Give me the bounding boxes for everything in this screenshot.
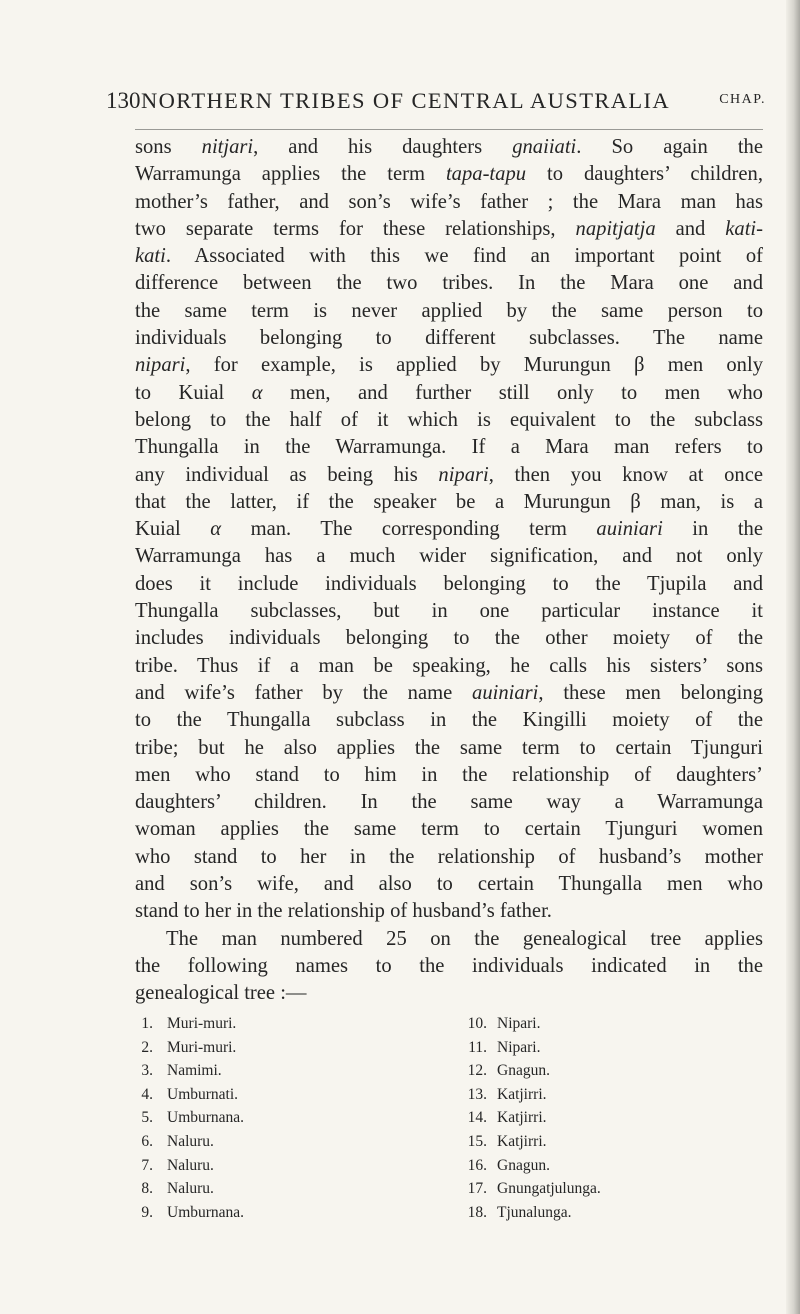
text-line (135, 953, 763, 980)
list-item (135, 1154, 435, 1178)
text-run: who stand to her in the relationship of husband’s mother (135, 845, 763, 868)
text-run: to Kuial (135, 381, 252, 404)
text-line (135, 352, 763, 379)
list-number: 9. (141, 1203, 153, 1221)
list-number: 3. (141, 1062, 153, 1080)
kin-term: Namimi. (167, 1062, 222, 1080)
text-run: , then you know at once (488, 463, 763, 486)
text-run: to daughters’ children, (526, 163, 763, 186)
list-item (135, 1201, 435, 1225)
text-line (135, 653, 763, 680)
text-run: individuals belonging to different subclasses. The name (135, 327, 763, 350)
text-run: Warramunga applies the term (135, 163, 446, 186)
kin-term: Umburnana. (167, 1203, 245, 1221)
italic-term: gnaiiati (512, 136, 577, 158)
text-run: tribe. Thus if a man be speaking, he calls his sisters’ sons (135, 654, 763, 677)
list-item (465, 1154, 765, 1178)
text-run: , these men belonging (538, 681, 763, 704)
kin-term: Umburnati. (167, 1085, 239, 1103)
text-run: and wife’s father by the name (135, 681, 473, 704)
text-line (135, 735, 763, 762)
list-number: 11. (468, 1038, 487, 1056)
list-item (465, 1201, 765, 1225)
text-line (135, 789, 763, 816)
text-line (135, 298, 763, 325)
body-paragraph (135, 134, 763, 1008)
list-number: 8. (141, 1180, 153, 1198)
text-run: to the Thungalla subclass in the Kingilli moiety of the (135, 709, 763, 732)
text-run: man. The corresponding term (221, 518, 597, 541)
list-number: 14. (467, 1109, 487, 1127)
text-line (135, 325, 763, 352)
text-line (135, 380, 763, 407)
text-line (135, 598, 763, 625)
list-item (465, 1130, 765, 1154)
text-run: and son’s wife, and also to certain Thungalla men who (135, 873, 763, 896)
chapter-mark: CHAP. (719, 92, 766, 107)
kin-term: Nipari. (497, 1038, 541, 1056)
list-item (135, 1012, 435, 1036)
list-number: 10. (467, 1015, 487, 1032)
italic-term: kati (135, 245, 166, 268)
kin-term: Muri-muri. (167, 1038, 237, 1056)
list-number: 12. (467, 1062, 487, 1080)
list-item (465, 1177, 765, 1201)
text-run: . Associated with this we find an important point of (165, 245, 763, 268)
list-number: 13. (467, 1085, 487, 1103)
text-line (135, 762, 763, 789)
kin-term: Nipari. (497, 1015, 541, 1032)
italic-term: nitjari (201, 136, 254, 158)
italic-term: auiniari (472, 681, 539, 704)
text-line (135, 189, 763, 216)
list-item (135, 1106, 435, 1130)
list-number: 5. (141, 1109, 153, 1127)
text-run: difference between the two tribes. In the Mara one and (135, 272, 763, 295)
text-run: The man numbered 25 on the genealogical tree applies (166, 927, 763, 950)
text-line (135, 543, 763, 570)
text-line (135, 816, 763, 843)
running-title: NORTHERN TRIBES OF CENTRAL AUSTRALIA (141, 88, 671, 113)
text-run: . So again the (576, 136, 763, 158)
text-run: woman applies the same term to certain Tjunguri women (135, 818, 763, 841)
list-number: 7. (141, 1156, 153, 1174)
kin-term: Naluru. (167, 1132, 214, 1150)
text-line (135, 216, 763, 243)
genealogy-list-left (135, 1012, 435, 1224)
text-line (135, 844, 763, 871)
header-rule (135, 129, 763, 130)
kin-term: Gnungatjulunga. (497, 1180, 601, 1198)
kin-term: Katjirri. (497, 1085, 547, 1103)
list-item (465, 1059, 765, 1083)
text-line (135, 871, 763, 898)
kin-term: Gnagun. (497, 1062, 550, 1080)
text-run: , and his daughters (253, 136, 513, 158)
text-run: Kuial (135, 518, 211, 541)
list-item (135, 1130, 435, 1154)
text-line (135, 926, 763, 953)
text-line (135, 134, 763, 161)
text-run: mother’s father, and son’s wife’s father ; the Mara man has (135, 190, 763, 213)
text-line (135, 489, 763, 516)
text-line (135, 516, 763, 543)
text-run: Warramunga has a much wider signification, and not only (135, 545, 763, 568)
text-line (135, 434, 763, 461)
text-run: in the (662, 518, 763, 541)
text-run: daughters’ children. In the same way a Warramunga (135, 791, 763, 814)
list-number: 18. (467, 1203, 487, 1221)
list-item (465, 1106, 765, 1130)
list-item (135, 1083, 435, 1107)
list-number: 1. (141, 1015, 153, 1032)
kin-term: Naluru. (167, 1180, 214, 1198)
list-item (465, 1036, 765, 1060)
list-item (465, 1012, 765, 1036)
list-number: 16. (467, 1156, 487, 1174)
list-number: 17. (467, 1180, 487, 1198)
text-run: sons (135, 136, 202, 158)
genealogy-list-right (465, 1012, 765, 1224)
text-run: men, and further still only to men who (262, 381, 763, 404)
kin-term: Gnagun. (497, 1156, 550, 1174)
text-line (135, 571, 763, 598)
italic-term: kati- (725, 217, 764, 240)
italic-term: nipari (135, 354, 186, 377)
text-run: Thungalla in the Warramunga. If a Mara man refers to (135, 436, 763, 459)
italic-term: nipari (438, 463, 489, 486)
page-edge-shadow (786, 0, 800, 1314)
text-line (135, 707, 763, 734)
text-run: men who stand to him in the relationship of daughters’ (135, 763, 763, 786)
text-run: the following names to the individuals indicated in the (135, 954, 763, 977)
text-line (135, 980, 763, 1007)
text-run: genealogical tree :— (135, 982, 307, 1005)
text-run: and (655, 217, 726, 240)
list-number: 15. (467, 1132, 487, 1150)
text-line (135, 161, 763, 188)
text-line (135, 462, 763, 489)
italic-term: α (251, 381, 263, 404)
italic-term: tapa-tapu (445, 163, 527, 186)
kin-term: Naluru. (167, 1156, 214, 1174)
page-number: 130 (106, 88, 141, 113)
list-number: 6. (141, 1132, 153, 1150)
italic-term: α (210, 518, 222, 541)
text-line (135, 680, 763, 707)
text-line (135, 407, 763, 434)
italic-term: napitjatja (575, 217, 656, 240)
text-run: two separate terms for these relationships, (135, 217, 576, 240)
list-item (465, 1083, 765, 1107)
list-number: 2. (141, 1038, 153, 1056)
list-item (135, 1177, 435, 1201)
text-run: does it include individuals belonging to the Tjupila and (135, 572, 763, 595)
text-run: stand to her in the relationship of husband’s father. (135, 900, 552, 923)
list-number: 4. (141, 1085, 153, 1103)
text-run: Thungalla subclasses, but in one particular instance it (135, 600, 763, 623)
text-run: belong to the half of it which is equivalent to the subclass (135, 408, 763, 431)
text-run: tribe; but he also applies the same term to certain Tjunguri (135, 736, 763, 759)
text-line (135, 243, 763, 270)
text-run: includes individuals belonging to the other moiety of the (135, 627, 763, 650)
text-run: any individual as being his (135, 463, 439, 486)
text-line (135, 270, 763, 297)
text-run: the same term is never applied by the same person to (135, 299, 763, 322)
text-run: , for example, is applied by Murungun β men only (185, 354, 763, 377)
list-item (135, 1036, 435, 1060)
text-run: that the latter, if the speaker be a Murungun β man, is a (135, 490, 763, 513)
italic-term: auiniari (596, 518, 663, 541)
text-line (135, 898, 763, 925)
running-header (106, 82, 766, 122)
kin-term: Muri-muri. (167, 1015, 237, 1032)
kin-term: Katjirri. (497, 1109, 547, 1127)
kin-term: Tjunalunga. (497, 1203, 572, 1221)
text-line (135, 625, 763, 652)
kin-term: Umburnana. (167, 1109, 245, 1127)
kin-term: Katjirri. (497, 1132, 547, 1150)
list-item (135, 1059, 435, 1083)
